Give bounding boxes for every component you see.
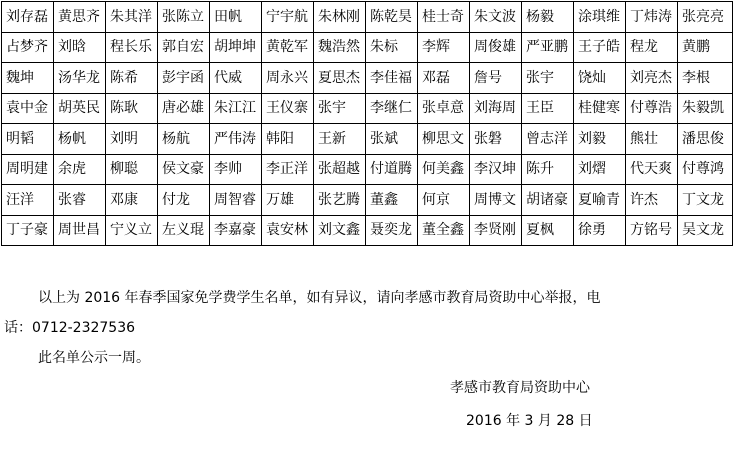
student-name-cell: 唐必雄 [158,93,210,124]
student-name-cell: 占梦齐 [2,32,54,63]
student-name-cell: 刘亮杰 [626,63,678,94]
student-name-cell: 胡英民 [54,93,106,124]
student-name-cell: 许杰 [626,185,678,216]
table-row [2,124,733,155]
student-name-cell: 陈耿 [106,93,158,124]
student-name-cell: 何京 [418,185,470,216]
student-name-cell: 李根 [678,63,733,94]
student-name-cell: 韩阳 [262,124,314,155]
student-name-cell: 刘存磊 [2,2,54,33]
notice-text-line-1: 以上为 2016 年春季国家免学费学生名单，如有异议，请向孝感市教育局资助中心举报，电 [38,290,601,306]
student-name-cell: 周博文 [470,185,522,216]
student-name-cell: 王新 [314,124,366,155]
student-name-cell: 杨毅 [522,2,574,33]
issuing-organization: 孝感市教育局资助中心 [450,380,590,396]
student-name-cell: 张磐 [470,124,522,155]
student-name-cell: 刘毅 [574,124,626,155]
student-name-cell: 董鑫 [366,185,418,216]
student-name-cell: 张宇 [314,93,366,124]
student-name-cell: 张亮亮 [678,2,733,33]
student-name-cell: 杨帆 [54,124,106,155]
student-name-cell: 朱标 [366,32,418,63]
student-name-cell: 周智睿 [210,185,262,216]
student-name-cell: 张艺腾 [314,185,366,216]
student-name-cell: 魏浩然 [314,32,366,63]
student-name-cell: 左义琨 [158,215,210,246]
student-name-cell: 代天爽 [626,154,678,185]
student-name-cell: 余虎 [54,154,106,185]
student-name-cell: 夏喻青 [574,185,626,216]
student-name-cell: 李贤刚 [470,215,522,246]
student-name-cell: 陈升 [522,154,574,185]
student-name-cell: 郭自宏 [158,32,210,63]
student-name-table [1,1,733,246]
table-row [2,63,733,94]
table-row [2,93,733,124]
table-row [2,32,733,63]
student-name-cell: 李正洋 [262,154,314,185]
student-name-cell: 侯文豪 [158,154,210,185]
student-name-cell: 邓磊 [418,63,470,94]
table-row [2,2,733,33]
student-name-cell: 陈乾昊 [366,2,418,33]
student-name-cell: 桂健寒 [574,93,626,124]
student-name-cell: 明韬 [2,124,54,155]
student-name-cell: 周俊雄 [470,32,522,63]
table-row [2,215,733,246]
student-name-cell: 付道腾 [366,154,418,185]
student-name-cell: 涂琪维 [574,2,626,33]
notice-text-line-2: 话：0712-2327536 [4,320,136,336]
student-name-cell: 周世昌 [54,215,106,246]
student-name-cell: 严亚鹏 [522,32,574,63]
student-name-cell: 柳聪 [106,154,158,185]
student-name-cell: 熊壮 [626,124,678,155]
student-name-cell: 李嘉豪 [210,215,262,246]
student-name-cell: 刘晗 [54,32,106,63]
table-row [2,185,733,216]
student-name-cell: 陈希 [106,63,158,94]
student-name-cell: 袁中金 [2,93,54,124]
student-name-cell: 张宇 [522,63,574,94]
student-name-cell: 刘明 [106,124,158,155]
student-name-cell: 刘熠 [574,154,626,185]
student-name-cell: 詹号 [470,63,522,94]
table-row [2,154,733,185]
student-name-cell: 李辉 [418,32,470,63]
student-name-cell: 胡坤坤 [210,32,262,63]
student-name-cell: 朱江江 [210,93,262,124]
student-name-cell: 汤华龙 [54,63,106,94]
student-name-cell: 丁文龙 [678,185,733,216]
student-name-cell: 刘文鑫 [314,215,366,246]
student-name-cell: 饶灿 [574,63,626,94]
student-name-cell: 杨航 [158,124,210,155]
student-name-cell: 董全鑫 [418,215,470,246]
student-name-cell: 柳思文 [418,124,470,155]
student-name-cell: 潘思俊 [678,124,733,155]
student-name-cell: 汪洋 [2,185,54,216]
student-name-cell: 朱毅凯 [678,93,733,124]
issue-date: 2016 年 3 月 28 日 [466,413,593,429]
student-name-cell: 李佳福 [366,63,418,94]
student-name-cell: 丁子豪 [2,215,54,246]
student-name-cell: 张卓意 [418,93,470,124]
student-name-cell: 周永兴 [262,63,314,94]
student-name-cell: 张陈立 [158,2,210,33]
student-name-cell: 邓康 [106,185,158,216]
student-name-cell: 胡诸豪 [522,185,574,216]
student-name-cell: 袁安林 [262,215,314,246]
student-name-cell: 黄乾军 [262,32,314,63]
student-name-cell: 王臣 [522,93,574,124]
student-name-cell: 曾志洋 [522,124,574,155]
student-name-cell: 聂奕龙 [366,215,418,246]
student-name-cell: 程长乐 [106,32,158,63]
student-name-cell: 刘海周 [470,93,522,124]
student-name-cell: 徐勇 [574,215,626,246]
student-name-cell: 夏枫 [522,215,574,246]
student-name-cell: 宁宇航 [262,2,314,33]
student-name-cell: 黄鹏 [678,32,733,63]
student-name-cell: 程龙 [626,32,678,63]
student-name-cell: 张超越 [314,154,366,185]
student-name-cell: 夏思杰 [314,63,366,94]
student-name-cell: 田帆 [210,2,262,33]
student-name-cell: 王仪寨 [262,93,314,124]
student-name-cell: 方铭号 [626,215,678,246]
student-name-cell: 何美鑫 [418,154,470,185]
student-name-cell: 朱其洋 [106,2,158,33]
student-name-cell: 周明建 [2,154,54,185]
student-name-cell: 宁义立 [106,215,158,246]
student-name-cell: 黄思齐 [54,2,106,33]
student-name-cell: 代威 [210,63,262,94]
student-name-cell: 王子皓 [574,32,626,63]
student-name-cell: 付龙 [158,185,210,216]
student-name-cell: 吴文龙 [678,215,733,246]
student-name-cell: 付尊浩 [626,93,678,124]
student-name-cell: 付尊鸿 [678,154,733,185]
notice-text-line-3: 此名单公示一周。 [38,350,150,366]
student-name-cell: 彭宇函 [158,63,210,94]
student-name-cell: 张斌 [366,124,418,155]
student-name-cell: 朱文波 [470,2,522,33]
student-name-cell: 张睿 [54,185,106,216]
student-name-cell: 万雄 [262,185,314,216]
student-name-cell: 严伟涛 [210,124,262,155]
name-table-body [2,2,733,246]
student-name-cell: 丁炜涛 [626,2,678,33]
student-name-cell: 朱林刚 [314,2,366,33]
student-name-cell: 桂士奇 [418,2,470,33]
student-name-cell: 李汉坤 [470,154,522,185]
student-name-cell: 魏坤 [2,63,54,94]
student-name-cell: 李继仁 [366,93,418,124]
student-name-cell: 李帅 [210,154,262,185]
